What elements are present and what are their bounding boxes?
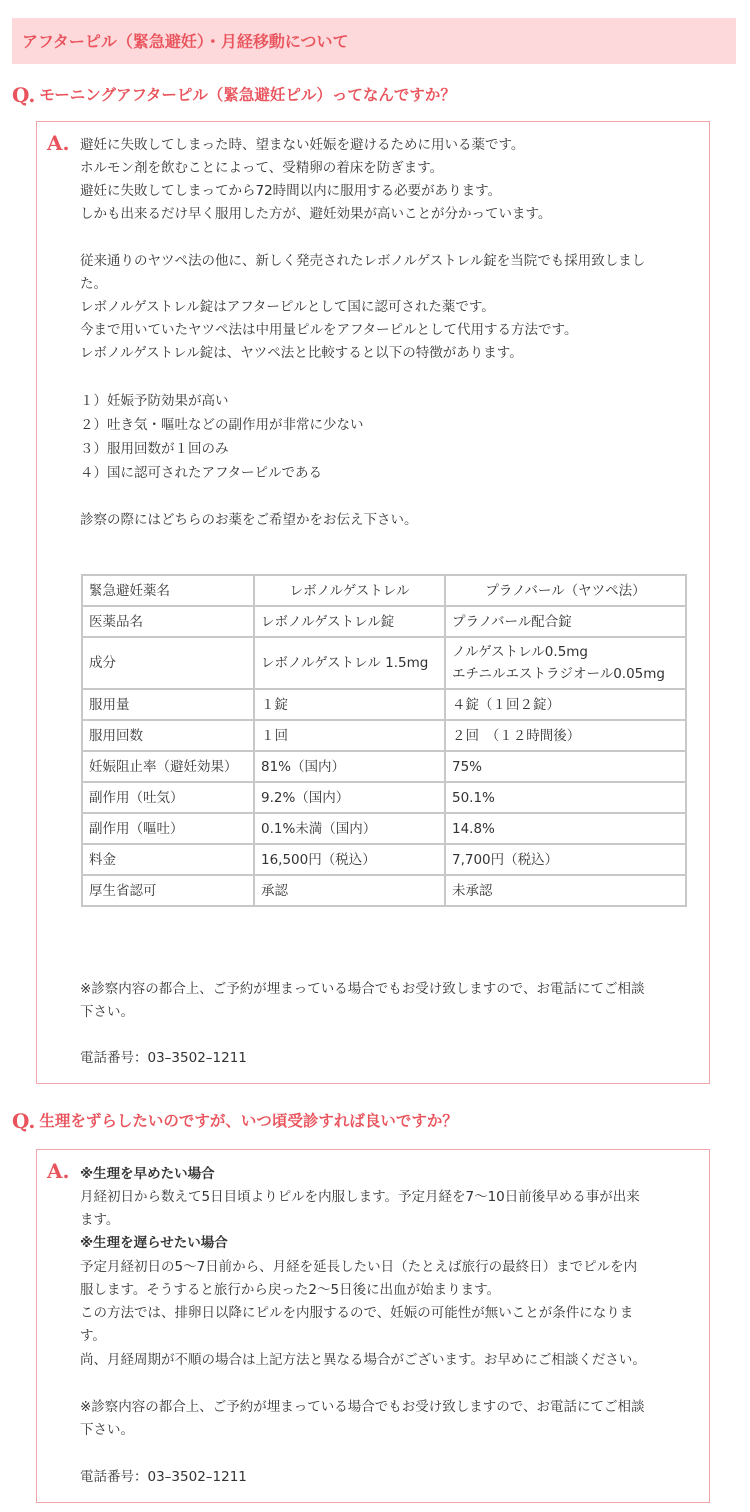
- table-cell: 9.2%（国内）: [255, 783, 444, 812]
- answer-1-line: しかも出来るだけ早く服用した方が、避妊効果が高いことが分かっています。: [80, 206, 552, 222]
- table-cell: 医薬品名: [83, 607, 253, 636]
- table-cell: 服用回数: [83, 721, 253, 750]
- table-header-row: [83, 576, 685, 605]
- comparison-table: [81, 574, 687, 907]
- table-row: [83, 690, 685, 719]
- answer-1-line: ホルモン剤を飲むことによって、受精卵の着床を防ぎます。: [80, 160, 444, 176]
- notice-text: 下さい。: [80, 1004, 134, 1020]
- phone-number: 電話番号：03–3502–1211: [80, 1469, 247, 1485]
- notice-text: 下さい。: [80, 1422, 134, 1438]
- table-cell: 50.1%: [446, 783, 685, 812]
- question-2-text: 生理をずらしたいのですが、いつ頃受診すれば良いですか？: [39, 1112, 458, 1130]
- table-row: [83, 721, 685, 750]
- table-cell: プラノバール配合錠: [446, 607, 685, 636]
- table-cell: [446, 638, 685, 688]
- feature-item: １）妊娠予防効果が高い: [80, 393, 229, 409]
- answer-1-line: レボノルゲストレル錠は、ヤツペ法と比較すると以下の特徴があります。: [80, 345, 523, 361]
- answer-1-line: 従来通りのヤツペ法の他に、新しく発売されたレボノルゲストレル錠を当院でも採用致しまし: [80, 253, 646, 269]
- question-1-text: モーニングアフターピル（緊急避妊ピル）ってなんですか？: [39, 86, 456, 104]
- table-row: [83, 607, 685, 636]
- table-cell: 承認: [255, 876, 444, 905]
- answer-2-line: 服します。そうすると旅行から戻った2〜5日後に出血が始まります。: [80, 1282, 501, 1298]
- phone-number: 電話番号：03–3502–1211: [80, 1050, 247, 1066]
- table-cell: 妊娠阻止率（避妊効果）: [83, 752, 253, 781]
- table-cell: 0.1%未満（国内）: [255, 814, 444, 843]
- table-row: [83, 876, 685, 905]
- table-row: [83, 814, 685, 843]
- answer-1-line: 診察の際にはどちらのお薬をご希望かをお伝え下さい。: [80, 512, 418, 528]
- table-cell: 7,700円（税込）: [446, 845, 685, 874]
- early-heading: ※生理を早めたい場合: [80, 1166, 215, 1182]
- answer-1-line: 避妊に失敗してしまってから72時間以内に服用する必要があります。: [80, 183, 502, 199]
- feature-item: ３）服用回数が１回のみ: [80, 441, 229, 457]
- table-cell: 未承認: [446, 876, 685, 905]
- table-cell: 14.8%: [446, 814, 685, 843]
- answer-1-line: た。: [80, 276, 107, 292]
- feature-item: ２）吐き気・嘔吐などの副作用が非常に少ない: [80, 417, 364, 433]
- table-cell: レボノルゲストレル錠: [255, 607, 444, 636]
- answer-1-line: レボノルゲストレル錠はアフターピルとして国に認可された薬です。: [80, 299, 495, 315]
- table-header-cell: プラノバール（ヤツペ法）: [446, 576, 685, 605]
- table-cell-line: ノルゲストレル0.5mg: [452, 644, 589, 660]
- table-cell-line: エチニルエストラジオール0.05mg: [452, 666, 665, 682]
- answer-2-line: 月経初日から数えて5日目頃よりピルを内服します。予定月経を7〜10日前後早める事が出来: [80, 1189, 640, 1205]
- table-header-cell: レボノルゲストレル: [255, 576, 444, 605]
- table-cell: 16,500円（税込）: [255, 845, 444, 874]
- table-cell: 服用量: [83, 690, 253, 719]
- table-row: [83, 783, 685, 812]
- table-cell: 料金: [83, 845, 253, 874]
- page-title: アフターピル（緊急避妊）・月経移動について: [12, 18, 736, 64]
- table-cell: ２回 （１２時間後）: [446, 721, 685, 750]
- table-row: [83, 638, 685, 688]
- table-cell: １回: [255, 721, 444, 750]
- table-row: [83, 845, 685, 874]
- notice-text: ※診察内容の都合上、ご予約が埋まっている場合でもお受け致しますので、お電話にてご相談: [80, 1399, 645, 1415]
- answer-2-line: 予定月経初日の5〜7日前から、月経を延長したい日（たとえば旅行の最終日）までピルを内: [80, 1259, 638, 1275]
- answer-2-line: 尚、月経周期が不順の場合は上記方法と異なる場合がございます。お早めにご相談ください。: [80, 1352, 646, 1368]
- answer-1-line: 避妊に失敗してしまった時、望まない妊娠を避けるために用いる薬です。: [80, 137, 525, 153]
- table-cell: 75%: [446, 752, 685, 781]
- q-mark: Q.: [12, 1109, 36, 1133]
- q-mark: Q.: [12, 83, 36, 107]
- question-1: [12, 84, 456, 107]
- table-row: [83, 752, 685, 781]
- question-2: [12, 1110, 458, 1133]
- table-cell: 81%（国内）: [255, 752, 444, 781]
- table-cell: 副作用（吐気）: [83, 783, 253, 812]
- answer-1-line: 今まで用いていたヤツペ法は中用量ピルをアフターピルとして代用する方法です。: [80, 322, 578, 338]
- a-mark: A.: [47, 131, 70, 155]
- notice-text: ※診察内容の都合上、ご予約が埋まっている場合でもお受け致しますので、お電話にてご相談: [80, 981, 645, 997]
- feature-item: ４）国に認可されたアフターピルである: [80, 465, 323, 481]
- table-cell: 成分: [83, 638, 253, 688]
- answer-2-line: す。: [80, 1328, 106, 1344]
- answer-1-box: [36, 121, 710, 1084]
- table-cell: １錠: [255, 690, 444, 719]
- answer-2-line: この方法では、排卵日以降にピルを内服するので、妊娠の可能性が無いことが条件になりま: [80, 1305, 634, 1321]
- table-cell: レボノルゲストレル 1.5mg: [255, 638, 444, 688]
- table-header-cell: 緊急避妊薬名: [83, 576, 253, 605]
- a-mark: A.: [47, 1159, 70, 1183]
- table-cell: 副作用（嘔吐）: [83, 814, 253, 843]
- table-cell: 厚生省認可: [83, 876, 253, 905]
- answer-2-line: ます。: [80, 1212, 120, 1228]
- answer-2-box: [36, 1149, 710, 1503]
- table-cell: ４錠（１回２錠）: [446, 690, 685, 719]
- late-heading: ※生理を遅らせたい場合: [80, 1235, 228, 1251]
